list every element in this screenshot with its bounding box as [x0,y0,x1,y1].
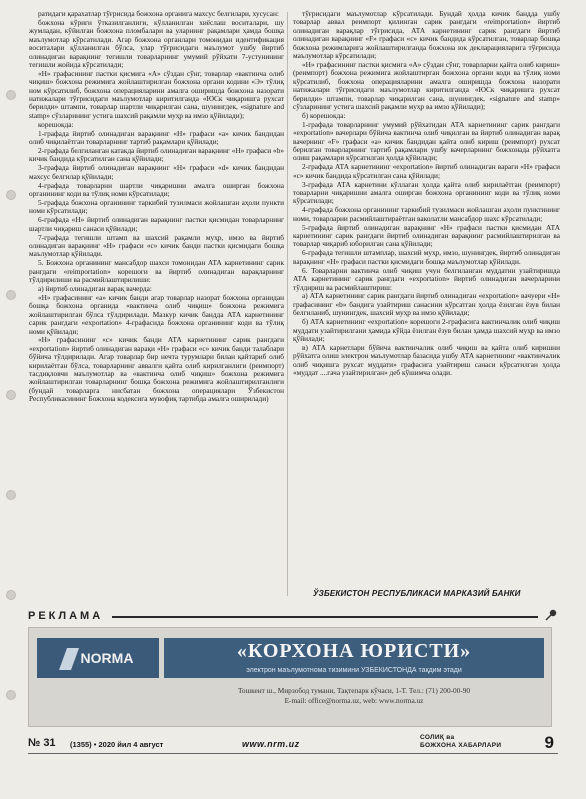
binding-holes [4,0,18,799]
article-paragraph: 5-графада божхона органининг таркибий тузилмаси жойлашган аҳоли пункти номи кўрсатилади; [29,197,284,216]
article-signature: ЎЗБЕКИСТОН РЕСПУБЛИКАСИ МАРКАЗИЙ БАНКИ [313,589,521,598]
ad-subtitle: электрон маълумотнома тизимини УЗБЕКИСТОНДА тақдим этади [246,667,462,674]
ad-contacts [164,686,544,706]
article-paragraph: а) йиртиб олинадиган варақ вачердa: [38,284,152,293]
ad-address-line: Тошкент ш., Мирзобод тумани, Тақтепарк кўчаси, 1-Т. Тел.: (71) 200-00-90 [237,686,471,695]
article-paragraph: тўғрисидаги маълумотлар кўрсатилади. Бундай ҳолда кичик бандда ушбу товарлар аввал реимпорт қилинган сарик рангдаги «reimportation» йиртиб олинадиган варақлар тўғрисида, АТА карнетининг сарик рангдаги йиртиб олинадиган варақнинг «F» графаси «с» кичик бандида кўрсатилган, товарлар бошқа божхона режимларига жойлаштирилганда божхона юк декларацияларига тўғрисида маълумотлар кўрсатилади; [293,10,560,61]
advertising-header [28,610,558,624]
logo-mark-icon [59,648,79,670]
advertisement-banner[interactable] [28,627,552,727]
pushpin-icon [544,608,558,622]
page-number: 9 [544,733,554,752]
article-paragraph: в) АТА карнетлари бўйича вактинчалик олиб чиқиш ва қайта олиб киришни рўйхатга олиш электрон маълумотлар базасида ушбу АТА карнетининг «вактинчалик олиб чиқишга рухсат муддати» графасига узайтириш санаси кўрсатилган ҳолда «муддат ....гача узайтирилган» деб кўшимча олади. [293,342,560,378]
article-paragraph: 4-графада божхона органининг таркибий тузилмаси жойлашган аҳоли пунктининг номи, товарларни расмийлаштираётган ваколатли мансабдор шахс кўрсатилади; [293,205,560,223]
article-paragraph: «Н» графасининг пастки қисмига «А» сўздан сўнг, товарлар «вактинча олиб чиқиш» божхона режимига жойлаштирилган божхона органи кодини «Э» тўлиқ ном кўрсатилиб, божхона операцияларини амалга оширишда божхона назорати натижалари тўғрисидаги маълумотлар киритилганда «ЮСк чиқаришга рухсат берилди» штампи, товарлар шартли чиқарилган сана, шунингдек, «signature and stamp» сўзларининг устига шахсий рақамли муҳр ва имзо қўйилади); [29,68,284,120]
page-footer [28,733,558,755]
article-paragraph: б) корешокда: [302,110,346,120]
article-paragraph: 2-графада белгиланган катакда йиртиб олинадиган варақнинг «Н» графаси «b» кичик бандида кўрсатилган сана қўйилади; [29,146,284,164]
advertising-rule [112,616,538,618]
issue-number: № 31 [28,737,56,749]
article-paragraph: «Н» графасининг «а» кичик банди агар товарлар назорат божхона органидан бошқа божхона органида «вактинча олиб чиқиш» божхона режимига жойлаштирилган бўлса тўлдирилади. Мазкур кичик бандда АТА карнетининг сарик рангдаги «exportation» 4-графасида божхона органининг коди ва тўлиқ номи қўйилади; [29,292,284,336]
binding-hole [6,90,16,100]
logo-text: NORMA [80,650,134,666]
article-paragraph: 6-графада «Н» йиртиб олинадиган варақнинг пастки қисмидан товарларнинг шартли чиқариш санаси қўйилади; [29,215,284,233]
article-column-right [293,10,560,588]
ad-title: «КОРХОНА ЮРИСТИ» [236,640,472,662]
article-paragraph: ратидаги қарахатлар тўғрисида божхона органига махсус белгилари, хусусан: [38,10,279,18]
article-paragraph: «Н» графасининг «с» кичик банди АТА карнетининг сарик рангдаги «exportation» йиртиб олинадиган варақи «Н» графаси «с» кичик банди талаблари бўйича тўлдирилади. Агар товарлар бир нечта турумлари билан қайтариб олиб кирилаётган бўлса, товарларнинг аввалги қайта олиб кирилганлиги (реимпорт) тасдиқловчи маълумотлар ва «вактинча олиб чиқиш» божхона режимига жойлаштирилган товарларнинг бошқа божхона режимига жойлаштирилганлиги (бундай товарларга нисбатан божхона операциялари Ўзбекистон Республикасининг Божхона кодексига мувофиқ тартибда амалга оширилади) [29,335,284,404]
article-paragraph: 6. Товарларни вактинча олиб чиқиш учун белгиланган муддатни узайтиришда АТА карнетининг сарик рангдаги «exportation» йиртиб олинадиган вачерларини тўлдириш ва расмийлаштириш: [293,265,560,292]
norma-logo [37,638,159,678]
binding-hole [6,190,16,200]
masthead-line-1: СОЛИҚ ва [420,734,455,741]
website-link[interactable]: www.nrm.uz [242,739,300,749]
article-paragraph: 1-графада йиртиб олинадиган варақнинг «Н» графаси «а» кичик бандидан олиб чиқилаётган товарларнинг тартиб рақамлари қўйилади; [29,128,284,147]
article-paragraph: 5-графада йиртиб олинадиган варақнинг «Н» графаси пастки қисмидан АТА карнетининг сарик рангдаги йиртиб олинадиган варақнинг расмийлаштирилган ва товарлар чиқариб юборилган сана қўйилади; [293,222,560,249]
article-paragraph: б) АТА карнетининг «exportation» корешоги 2-графасига вактинчалик олиб чиқиш муддати узайтирилгани ҳамида кўйда ёзилган ёзув билан ҳамда шахсий муҳр ва имзо қўйилади; [293,317,560,343]
issue-date: (1355) • 2020 йил 4 август [70,740,164,749]
advertising-label: РЕКЛАМА [28,610,104,622]
article-paragraph: божхона кўриги ўтказилганлиги, кўлланилган хиёслаш воситалари, шу жумладан, кўйилган божхона пломбалари ва уларнинг рақамлари ҳамда бошқа маълумотлар кўрсатилади. Агар божхона органлари томонидан идентификация воситалари қўлланилган бўлса, улар тўғрисидаги маълумот ушбу йиртиб олинадиган варақнинг тегишли товарларнинг умумий рўйхати 7-устунининг тегишли жойида кўрсатилади; [29,17,284,69]
article-paragraph: корешокда: [38,119,74,129]
article-paragraph: 2-графада АТА карнетининг «exportation» йиртиб олинадиган вараги «Н» графаси «с» кичик бандида кўрсатилган сана қўйилади; [293,162,560,180]
newspaper-masthead [420,734,516,752]
footer-rule [28,753,558,754]
article-paragraph: 3-графада АТА карнетини кўллаган ҳолда қайта олиб кирилаётган (реимпорт) товарларни чиқаришни амалга оширган божхона органининг коди ва тўлиқ номи кўрсатилади; [293,179,560,206]
article-paragraph: 6-графада тегишли штамплар, шахсий муҳр, имзо, шунингдек, йиртиб олинадиган варақнинг «Н» графаси пастки қисмидаги бошқа маълумотлар қўйилади. [293,248,560,266]
article-paragraph: 4-графада товарларни шартли чиқаришни амалга оширган божхона органининг коди ва тўлиқ номи кўрсатилади; [29,180,284,199]
binding-hole [6,590,16,600]
masthead-line-2: БОЖХОНА ХАБАРЛАРИ [420,742,502,749]
article-column-left [29,10,284,596]
binding-hole [6,290,16,300]
article-paragraph: 5. Божхона органининг мансабдор шахси томонидан АТА карнетининг сарик рангдаги «reimportation» корешоги ва йиртиб олинадиган варақларнинг тўлдирилиши ва расмийлаштирилиши: [29,258,284,285]
article-paragraph: а) АТА карнетининг сарик рангдаги йиртиб олинадиган «exportation» вачуери «Н» графасининг «b» бандига узайтириш санасини кўрсатган ҳолда ёзилган ёзув билан белгиланиб, шунингдек, шахсий муҳр ва имзо қўйилади; [293,291,560,318]
column-divider [287,12,288,596]
article-paragraph: 1-графада товарларнинг умумий рўйхатидан АТА карнетининг сарик рангдаги «exportation» вачерлари бўйича вактинча олиб чиқилган ва йиртиб олинадиган варақ вачернинг «F» графаси «а» кичик бандидан қайта олиб кириш (реимпорт) рухсат берилган товарларнинг тартиб рақамлари ушбу вачерларнинг божхонада рўйхатга олиш рақамлари кўрсатилган ҳолда қўйилади; [293,119,560,163]
article-paragraph: 7-графада тегишли штамп ва шахсий рақамли муҳр, имзо ва йиртиб олинадиган варақнинг «Н» графаси «с» кичик банди пастки қисмидаги бошқа маълумотлар қўйилади. [29,232,284,259]
ad-email-line: E-mail: office@norma.uz, web: www.norma.uz [284,696,424,705]
binding-hole [6,690,16,700]
binding-hole [6,490,16,500]
binding-hole [6,390,16,400]
article-paragraph: «Н» графасининг пастки қисмига «А» сўздан сўнг, товарларни қайта олиб кириш» (реимпорт) божхона режимига жойлаштирган божхона органи коди ва тўлиқ номи кўрсатилиб, божхона операцияларини амалга оширишда божхона назорати натижалари тўғрисидаги маълумотлар киритилганда «ЮСк чиқаришга рухсат берилди» штампи, товарлар чиқарилган сана, шунингдек, «signature and stamp» сўзларининг устига шахсий рақамли муҳр ва имзо қўйилади); [293,59,560,111]
article-paragraph: 3-графада йиртиб олинадиган варақнинг «Н» графаси «d» кичик бандидан махсус белгилар қўйилади; [29,163,284,181]
